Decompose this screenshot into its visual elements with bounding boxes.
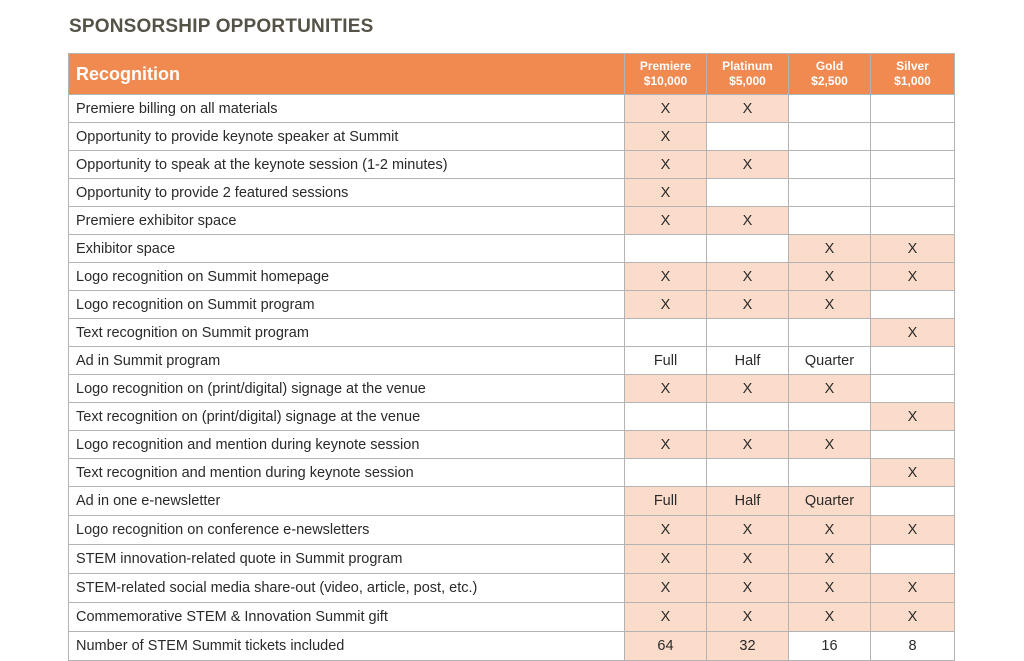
cell-silver: 8	[871, 632, 955, 661]
cell-gold: X	[789, 235, 871, 263]
table-row	[69, 179, 955, 207]
cell-silver: X	[871, 403, 955, 431]
cell-silver	[871, 487, 955, 516]
cell-gold	[789, 179, 871, 207]
cell-gold: X	[789, 291, 871, 319]
tier-price: $5,000	[729, 74, 766, 88]
table-row	[69, 431, 955, 459]
table-row	[69, 347, 955, 375]
row-label: Opportunity to provide 2 featured sessions	[69, 179, 625, 207]
table-row	[69, 375, 955, 403]
table-row	[69, 95, 955, 123]
header-tier-platinum	[707, 54, 789, 95]
cell-silver	[871, 207, 955, 235]
cell-silver: X	[871, 459, 955, 487]
cell-gold	[789, 123, 871, 151]
cell-premiere: X	[625, 431, 707, 459]
table-row	[69, 207, 955, 235]
cell-silver	[871, 545, 955, 574]
tier-name: Platinum	[722, 59, 773, 73]
cell-silver	[871, 123, 955, 151]
row-label: Logo recognition on Summit homepage	[69, 263, 625, 291]
cell-gold: X	[789, 431, 871, 459]
row-label: STEM-related social media share-out (video, article, post, etc.)	[69, 574, 625, 603]
cell-premiere: 64	[625, 632, 707, 661]
cell-silver: X	[871, 574, 955, 603]
cell-platinum: 32	[707, 632, 789, 661]
cell-platinum	[707, 235, 789, 263]
cell-silver	[871, 95, 955, 123]
cell-silver	[871, 375, 955, 403]
cell-silver	[871, 431, 955, 459]
tier-price: $2,500	[811, 74, 848, 88]
cell-platinum: X	[707, 207, 789, 235]
cell-premiere: X	[625, 375, 707, 403]
cell-gold: X	[789, 545, 871, 574]
table-row	[69, 632, 955, 661]
table-row	[69, 459, 955, 487]
cell-platinum: X	[707, 375, 789, 403]
cell-gold: X	[789, 375, 871, 403]
cell-platinum: X	[707, 574, 789, 603]
cell-gold	[789, 319, 871, 347]
cell-gold	[789, 207, 871, 235]
cell-platinum: Half	[707, 347, 789, 375]
cell-platinum: X	[707, 151, 789, 179]
cell-gold: 16	[789, 632, 871, 661]
cell-platinum	[707, 179, 789, 207]
cell-platinum: X	[707, 263, 789, 291]
table-row	[69, 151, 955, 179]
cell-platinum: X	[707, 516, 789, 545]
row-label: STEM innovation-related quote in Summit program	[69, 545, 625, 574]
cell-platinum: Half	[707, 487, 789, 516]
cell-premiere: X	[625, 207, 707, 235]
table-row	[69, 403, 955, 431]
header-tier-premiere	[625, 54, 707, 95]
cell-gold: Quarter	[789, 487, 871, 516]
cell-premiere: X	[625, 516, 707, 545]
row-label: Logo recognition on (print/digital) signage at the venue	[69, 375, 625, 403]
table-row	[69, 603, 955, 632]
table-row	[69, 235, 955, 263]
page-title: SPONSORSHIP OPPORTUNITIES	[69, 16, 374, 37]
cell-silver: X	[871, 319, 955, 347]
cell-premiere: Full	[625, 487, 707, 516]
cell-gold: X	[789, 574, 871, 603]
cell-premiere: X	[625, 291, 707, 319]
header-tier-silver	[871, 54, 955, 95]
row-label: Number of STEM Summit tickets included	[69, 632, 625, 661]
cell-platinum	[707, 459, 789, 487]
cell-premiere: X	[625, 545, 707, 574]
cell-premiere: X	[625, 95, 707, 123]
row-label: Text recognition on (print/digital) signage at the venue	[69, 403, 625, 431]
row-label: Opportunity to provide keynote speaker at Summit	[69, 123, 625, 151]
row-label: Premiere exhibitor space	[69, 207, 625, 235]
cell-silver: X	[871, 516, 955, 545]
row-label: Exhibitor space	[69, 235, 625, 263]
tier-price: $10,000	[643, 74, 688, 88]
cell-premiere	[625, 235, 707, 263]
tier-name: Silver	[896, 59, 929, 73]
cell-premiere	[625, 319, 707, 347]
row-label: Ad in Summit program	[69, 347, 625, 375]
cell-premiere: X	[625, 179, 707, 207]
cell-gold: Quarter	[789, 347, 871, 375]
cell-premiere: X	[625, 263, 707, 291]
tier-name: Premiere	[639, 59, 692, 73]
cell-premiere: X	[625, 123, 707, 151]
table-row	[69, 545, 955, 574]
row-label: Logo recognition on conference e-newsletters	[69, 516, 625, 545]
table-row	[69, 123, 955, 151]
cell-gold	[789, 95, 871, 123]
row-label: Ad in one e-newsletter	[69, 487, 625, 516]
cell-platinum: X	[707, 545, 789, 574]
row-label: Logo recognition on Summit program	[69, 291, 625, 319]
cell-premiere: X	[625, 603, 707, 632]
table-row	[69, 319, 955, 347]
header-tier-gold	[789, 54, 871, 95]
cell-silver	[871, 291, 955, 319]
sponsorship-table	[68, 53, 955, 661]
cell-platinum	[707, 319, 789, 347]
cell-silver: X	[871, 235, 955, 263]
table-row	[69, 516, 955, 545]
cell-premiere: X	[625, 574, 707, 603]
cell-silver	[871, 151, 955, 179]
cell-gold: X	[789, 516, 871, 545]
header-recognition: Recognition	[69, 54, 625, 95]
table-row	[69, 574, 955, 603]
cell-gold: X	[789, 263, 871, 291]
cell-platinum: X	[707, 603, 789, 632]
cell-premiere: Full	[625, 347, 707, 375]
cell-premiere	[625, 459, 707, 487]
cell-silver: X	[871, 603, 955, 632]
table-body	[69, 95, 955, 661]
cell-gold	[789, 403, 871, 431]
tier-name: Gold	[815, 59, 844, 73]
cell-gold	[789, 459, 871, 487]
cell-platinum	[707, 123, 789, 151]
table-row	[69, 263, 955, 291]
tier-price: $1,000	[894, 74, 931, 88]
row-label: Text recognition on Summit program	[69, 319, 625, 347]
table-row	[69, 487, 955, 516]
cell-platinum: X	[707, 291, 789, 319]
cell-gold: X	[789, 603, 871, 632]
row-label: Logo recognition and mention during keynote session	[69, 431, 625, 459]
row-label: Premiere billing on all materials	[69, 95, 625, 123]
cell-premiere: X	[625, 151, 707, 179]
row-label: Commemorative STEM & Innovation Summit gift	[69, 603, 625, 632]
table-row	[69, 291, 955, 319]
cell-platinum: X	[707, 431, 789, 459]
cell-silver: X	[871, 263, 955, 291]
cell-silver	[871, 347, 955, 375]
cell-gold	[789, 151, 871, 179]
cell-platinum	[707, 403, 789, 431]
row-label: Opportunity to speak at the keynote session (1-2 minutes)	[69, 151, 625, 179]
row-label: Text recognition and mention during keynote session	[69, 459, 625, 487]
cell-premiere	[625, 403, 707, 431]
table-header-row	[69, 54, 955, 95]
cell-silver	[871, 179, 955, 207]
cell-platinum: X	[707, 95, 789, 123]
